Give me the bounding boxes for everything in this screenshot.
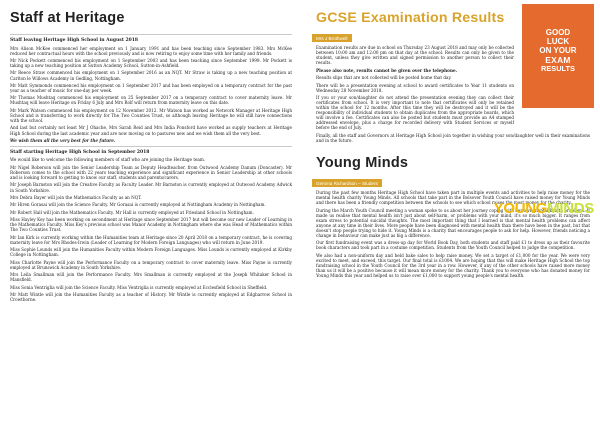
leaving-closing: We wish them all the very best for the future.: [10, 137, 116, 143]
leaving-paragraph: Mr Matt Symmonds commenced his employment on 1 September 2017 and has been employed on a temporary contract for the past year as a teacher of music for one-day per week.: [10, 82, 292, 93]
leaving-paragraph: Mr Nick Peckett commenced his employment on 1 September 2003 and has been teaching since September 1999. Mr Peckett is taking up a new teaching position at Sutton Academy School, Sutton-in-Ashfield.: [10, 57, 292, 69]
divider: [10, 34, 292, 35]
young-minds-logo: [484, 198, 594, 224]
starting-paragraph: Mrs Debra Bayer will join the Mathematics Faculty as an NQT.: [10, 194, 142, 200]
starting-paragraph: Mr Matt Wintle will join the Humanities Faculty as a teacher of History. Mr Wintle is currently employed at Edgbarrow School in Crowthorne.: [10, 292, 292, 303]
young-minds-byline: Gemma Richardson – Student: [312, 179, 382, 187]
divider: [10, 146, 292, 147]
starting-paragraph: Mr Ian Kirk is currently working within the Humanities team at Heritage since 20 April 2018 on a temporary contract, he is covering maternity leave for Mrs Rhodes-Irwin (Leader of Learning for Modern Foreign Languages) who will return in June 2019.: [10, 234, 292, 245]
leaving-paragraph: Mr Mark Watson commenced his employment on 12 November 2012. Mr Watson has worked as Network Manager at Heritage High School and is transferring to work directly for The Two Counties Trust, so although leaving Heritage he will still have connections with the school.: [10, 107, 292, 124]
starting-paragraph: Miss Sophie Lounds will join the Humanities Faculty within Modern Foreign Languages. Miss Lounds is currently employed at Kirkby College in Nottingham.: [10, 247, 292, 258]
staff-column: [6, 0, 296, 305]
gcse-paragraph: Examination results are due in school on Thursday 23 August 2018 and may only be collected between 10:00 am and 12:00 pm on that day at the school. Results can only be given to the student, unless they give written and signed permission to another person to collect their results.: [316, 45, 514, 66]
starting-paragraph: Mrs Leila Smallman will join the Performance Faculty. Mrs Smallman is currently employed at the Joseph Whitaker School in Mansfield.: [10, 272, 292, 283]
gcse-paragraph: There will be a presentation evening at school to award certificates to Year 11 students on Wednesday 28 November 2018.: [316, 82, 514, 93]
starting-paragraph: Miss Hayley Key has been working on secondment at Heritage since September 2017 but will become our new Leader of Learning in the Mathematics Faculty. Miss Key's previous school was Manor Academy in Nottingham where she was Head of Mathematics within The Two Counties Trust.: [10, 217, 292, 233]
gcse-paragraph: Results slips that are not collected will be posted home that day.: [316, 75, 452, 81]
young-minds-paragraph: During the past few months Heritage High School have taken part in multiple events and activities to help raise money for the mental health charity Young Minds. All schools that take part in the Bolsover Youth Council have raised money for Young Minds and there has been a friendly competition between the schools to see which school raises the most money for the charity.: [316, 190, 590, 206]
badge-line: ON YOUR: [539, 46, 577, 55]
leaving-paragraph: And last but certainly not least Mr J Ohache, Mrs Sarah Reid and Mrs India Ponsford have worked as supply teachers at Heritage High School during the last academic year and are now moving on to pastures new and we wish them all the very best.: [10, 125, 292, 136]
starting-paragraph: Miss Sonia Ventriglia will join the Science Faculty. Miss Ventriglia is currently employed at Ecclesfield School in Sheffield.: [10, 284, 268, 290]
young-minds-paragraph: We also had a non-uniform day and held bake sales to help raise money. We set a target of £1,000 for the year. We were very excited to meet, and exceed, this target. Our final total is £1004. We are hoping that this will make Heritage High School the top fundraising school in the Youth Council for the 3rd year in a row. However, if any of the other schools have raised more money than us it will be a positive because it will mean more money for the charity. Thank you to everyone who has donated money for Young Minds this year and helped us to raise over £1,000 to support young people's mental health.: [316, 252, 590, 278]
starting-paragraph: We would like to welcome the following members of staff who are joining the Heritage team.: [10, 157, 206, 163]
gcse-paragraph: If you or your son/daughter do not attend the presentation evening they can collect their certificates from school. It is very important to note that certificates will only be retained within the school for 12 months. After this time they will be destroyed and it will be the responsibility of individual students to obtain duplicates from the appropriate boards, which will involve a fee. Certificates can also be posted but students must provide an A4 stamped addressed envelope, plus a charge for recorded delivery with Student Services or myself before the end of July.: [316, 95, 514, 131]
starting-paragraph: Mr Hiren Gorasai will join the Science Faculty. Mr Gorasai is currently employed at Nottingham Academy in Nottingham.: [10, 202, 266, 208]
badge-line: RESULTS: [541, 64, 575, 73]
starting-paragraph: Mr Robert Hall will join the Mathematics Faculty. Mr Hall is currently employed at Friesland School in Nottingham.: [10, 209, 254, 215]
leaving-paragraph: Mrs Alison McKee commenced her employment on 1 January 1991 and has been teaching since September 1983. Mrs McKee reduced her contractual hours with the school previously and is now retiring to enjoy some time with her family and friends.: [10, 45, 292, 56]
starting-paragraph: Mr Nigel Roberson will join the Senior Leadership Team as Deputy Headteacher, from Outwood Academy Danum (Doncaster). Mr Roberson comes to the school with 22 years teaching experience and significant experience in Senior Leadership at other schools and is looking forward to getting to know our staff, students and parents/carers.: [10, 164, 292, 181]
young-minds-paragraph: Our first fundraising event was a dress-up day for World Book Day, both students and staff paid £1 to dress up as their favourite book characters and took part in a costume competition. Students from the Youth Council helped to judge the competition.: [316, 240, 590, 251]
leaving-heading: Staff leaving Heritage High School in August 2018: [10, 38, 138, 43]
gcse-paragraph: Finally, all the staff and Governors at Heritage High School join together in wishing your son/daughter well in their examinations and in the future.: [316, 132, 590, 143]
gcse-paragraph: Please also note, results cannot be given over the telephone.: [316, 67, 458, 73]
leaving-paragraph: Mr Thomas Mushtaq commenced his employment on 25 September 2017 on a temporary contract to cover maternity leave. Mr Mushtaq will leave Heritage on Friday 6 July and Mrs Rolf will return from maternity leave on this date.: [10, 95, 292, 106]
logo-young: YOUNG: [493, 200, 548, 217]
logo-minds: MINDS: [547, 200, 594, 217]
badge-line: LUCK: [546, 37, 570, 46]
leaving-paragraph: Mr Reece Straw commenced his employment on 1 September 2016 as an NQT. Mr Straw is taking up a new teaching position at Carlton le Willows Academy in Gedling, Nottingham.: [10, 70, 292, 81]
badge-line: GOOD: [545, 28, 571, 37]
staff-title: Staff at Heritage: [10, 10, 125, 26]
gcse-byline: Mrs J Brothwell: [312, 34, 352, 42]
starting-paragraph: Miss Charlotte Payne will join the Performance Faculty on a temporary contract to cover maternity leave. Miss Payne is currently employed at Brunswick Academy in South Yorkshire.: [10, 259, 292, 270]
starting-paragraph: Mr Joseph Barnston will join the Creative Faculty as Faculty Leader. Mr Barnston is currently employed at Outwood Academy Adwick in South Yorkshire.: [10, 182, 292, 193]
young-minds-title: Young Minds: [316, 154, 409, 171]
badge-line: EXAM: [545, 55, 571, 65]
starting-heading: Staff starting Heritage High School in September 2018: [10, 149, 150, 155]
young-minds-paragraph: During the March Youth Council meeting a woman spoke to us about her journey coping with her own mental health problems. It made us realise that mental health isn't just about self-harm, or problems with your mind, it's so much bigger. It ranges from exam stress to potential suicidal thoughts. The most important thing that I learned is that mental health problems can affect anyone at any time in their lives. More people have been diagnosed with mental health than there have been in the past, but that doesn't stop people trying to hide it. Young Minds is a charity that encourages people to ask for help. However, friends noticing a change in behaviour can make just as big a difference.: [316, 207, 590, 238]
good-luck-badge: [522, 4, 594, 108]
gcse-title: GCSE Examination Results: [316, 10, 505, 26]
news-column: [312, 0, 594, 280]
